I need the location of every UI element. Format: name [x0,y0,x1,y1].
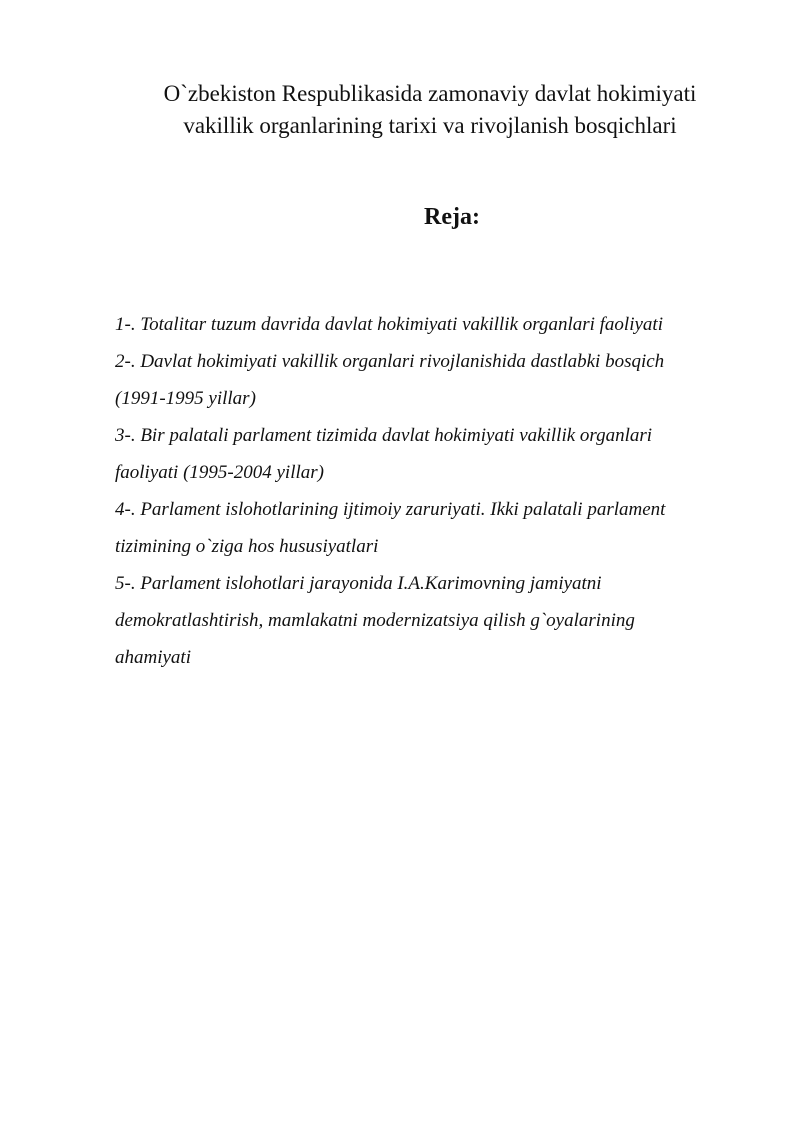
document-title [110,78,750,142]
plan-item-line: 2-. Davlat hokimiyati vakillik organlari rivojlanishida dastlabki bosqich [115,351,665,372]
plan-item [115,491,755,565]
plan-item-line: 1-. Totalitar tuzum davrida davlat hokimiyati vakillik organlari faoliyati [115,314,663,335]
plan-item [115,306,755,343]
plan-item [115,343,755,417]
plan-heading: Reja: [424,204,480,230]
title-line: vakillik organlarining tarixi va rivojlanish bosqichlari [183,113,677,138]
plan-item-line: 3-. Bir palatali parlament tizimida davlat hokimiyati vakillik organlari [115,425,653,446]
plan-item-line: tizimining o`ziga hos hususiyatlari [115,536,379,557]
plan-item-line: 4-. Parlament islohotlarining ijtimoiy zaruriyati. Ikki palatali parlament [115,499,666,520]
plan-item [115,565,755,676]
plan-item [115,417,755,491]
plan-item-line: faoliyati (1995-2004 yillar) [115,462,324,483]
plan-item-line: ahamiyati [115,647,191,668]
title-line: O`zbekiston Respublikasida zamonaviy davlat hokimiyati [163,81,697,106]
plan-item-line: (1991-1995 yillar) [115,388,256,409]
plan-item-line: 5-. Parlament islohotlari jarayonida I.A.Karimovning jamiyatni [115,573,602,594]
plan-item-line: demokratlashtirish, mamlakatni modernizatsiya qilish g`oyalarining [115,610,635,631]
plan-list [115,306,755,676]
